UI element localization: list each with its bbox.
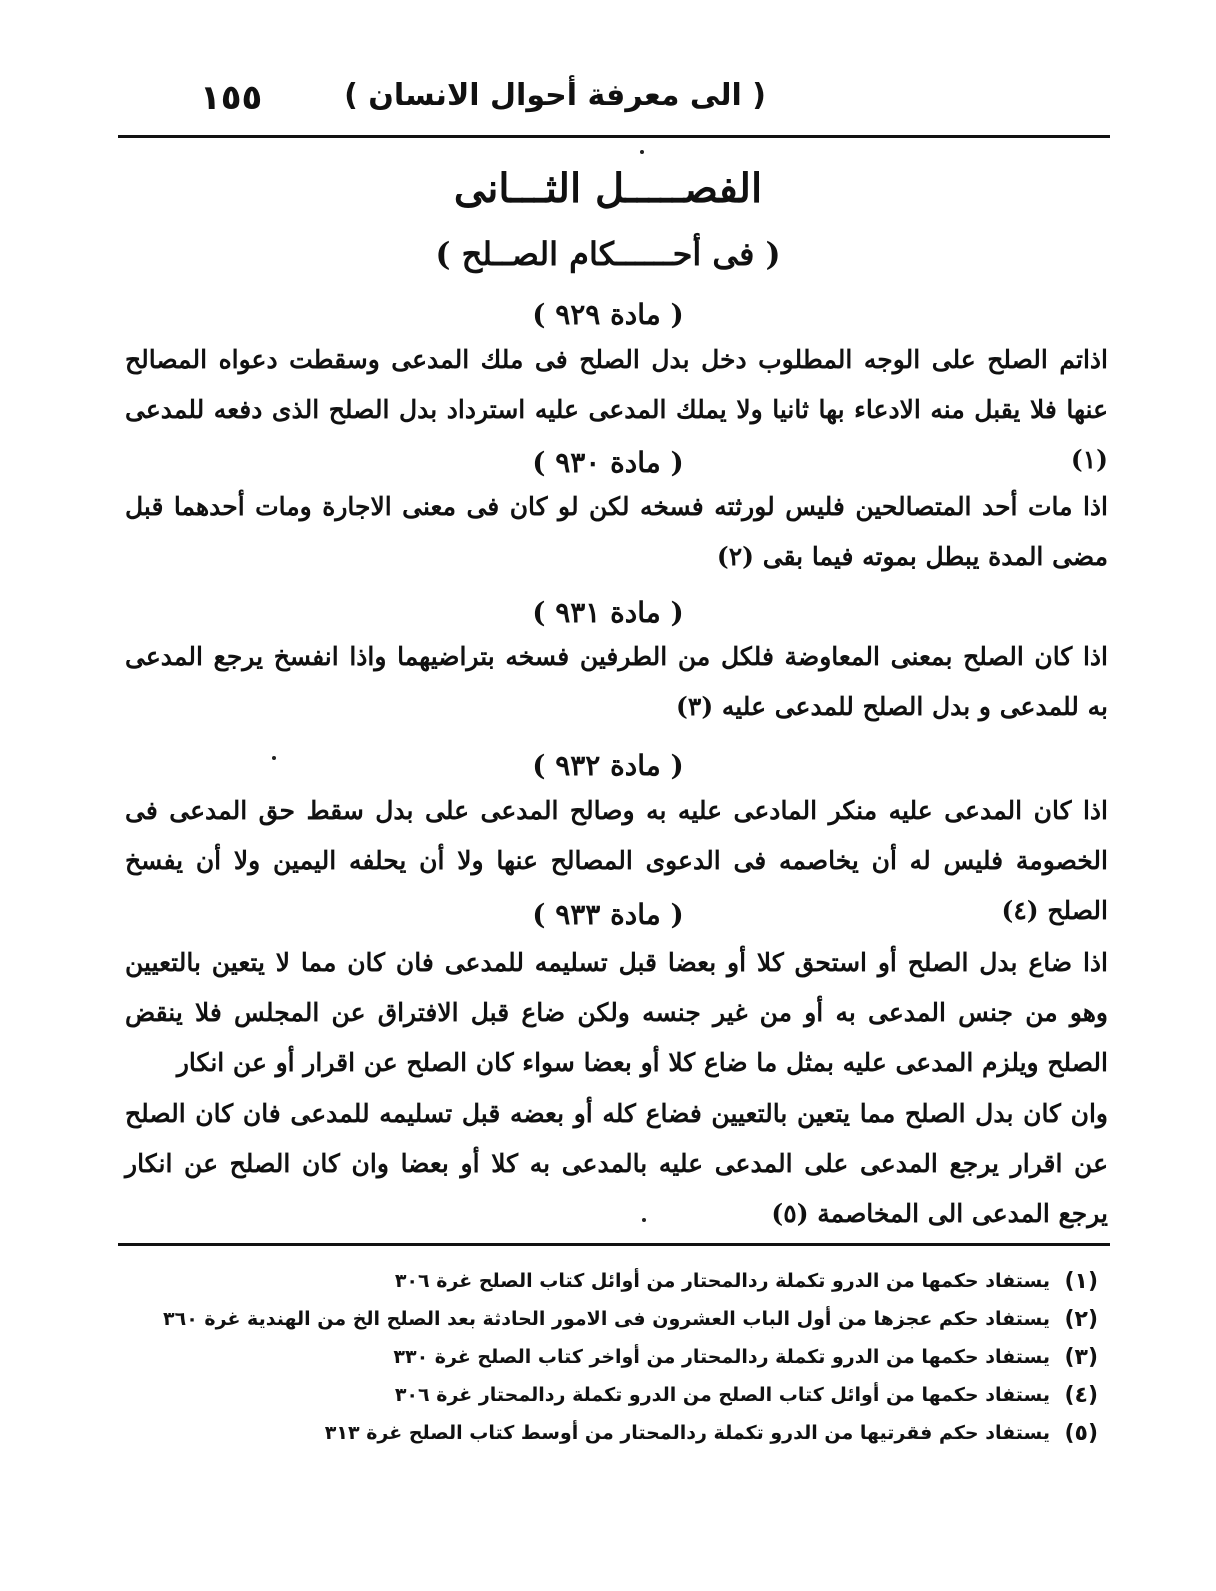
footnote-text: يستفاد حكمها من الدرو تكملة ردالمحتار من أوائل كتاب الصلح غرة ٣٠٦ — [394, 1270, 1050, 1292]
article-title: ( مادة ٩٢٩ ) — [532, 298, 684, 331]
article-text: اذاتم الصلح على الوجه المطلوب دخل بدل الصلح فى ملك المدعى وسقطت دعواه المصالح عنها فلا يقبل منه الادعاء بها ثانيا ولا يملك المدعى عليه استرداد بدل الصلح الذى دفعه للمدعى (١) — [125, 345, 1108, 474]
footnote-divider — [118, 1243, 1110, 1246]
chapter-subtitle: ( فى أحــــــكام الصــلح ) — [435, 235, 781, 273]
footnote-text: يستفاد حكم عجزها من أول الباب العشرون فى الامور الحادثة بعد الصلح الخ من الهندية غرة ٣٦٠ — [163, 1308, 1050, 1330]
article-text: اذا مات أحد المتصالحين فليس لورثته فسخه لكن لو كان فى معنى الاجارة ومات أحدهما قبل مضى المدة يبطل بموته فيما بقى (٢) — [125, 492, 1108, 571]
article-text: اذا كان الصلح بمعنى المعاوضة فلكل من الطرفين فسخه بتراضيهما واذا انفسخ يرجع المدعى به للمدعى و بدل الصلح للمدعى عليه (٣) — [125, 642, 1108, 721]
scan-speck — [642, 1218, 646, 1222]
footnote-number: (٣) — [1064, 1344, 1098, 1370]
footnote-text: يستفاد حكم فقرتيها من الدرو تكملة ردالمحتار من أوسط كتاب الصلح غرة ٣١٣ — [324, 1422, 1050, 1444]
footnote-number: (٤) — [1064, 1382, 1098, 1408]
footnote-number: (١) — [1064, 1268, 1098, 1294]
footnote — [150, 1338, 1098, 1376]
article-title: ( مادة ٩٣٠ ) — [532, 446, 684, 479]
footnote-text: يستفاد حكمها من الدرو تكملة ردالمحتار من أواخر كتاب الصلح غرة ٣٣٠ — [393, 1346, 1050, 1368]
footnote-number: (٢) — [1064, 1306, 1098, 1332]
footnote — [150, 1262, 1098, 1300]
page-number: ١٥٥ — [200, 78, 263, 118]
footnote-text: يستفاد حكمها من أوائل كتاب الصلح من الدرو تكملة ردالمحتار غرة ٣٠٦ — [394, 1384, 1050, 1406]
scan-speck — [272, 756, 276, 760]
footnote — [150, 1300, 1098, 1338]
page-header — [120, 78, 1106, 128]
footnotes — [150, 1262, 1098, 1452]
article-text: اذا ضاع بدل الصلح أو استحق كلا أو بعضا قبل تسليمه للمدعى فان كان مما لا يتعين بالتعيين وهو من جنس المدعى به أو من غير جنسه ولكن ضاع قبل الافتراق عن المجلس فلا ينقض الصلح ويلزم المدعى عليه بمثل ما ضاع كلا أو بعضا سواء كان الصلح عن اقرار أو عن انكار — [125, 948, 1108, 1077]
running-title: ( الى معرفة أحوال الانسان ) — [344, 78, 766, 113]
footnote — [150, 1376, 1098, 1414]
header-divider — [118, 135, 1110, 138]
chapter-title: الفصـــــل الثـــانى — [453, 165, 763, 212]
footnote — [150, 1414, 1098, 1452]
article-title: ( مادة ٩٣١ ) — [532, 596, 684, 629]
article-title: ( مادة ٩٣٢ ) — [532, 749, 684, 782]
article-text-continued: وان كان بدل الصلح مما يتعين بالتعيين فضاع كله أو بعضه قبل تسليمه للمدعى فان كان الصلح عن اقرار يرجع المدعى على المدعى عليه بالمدعى به كلا أو بعضا وان كان الصلح عن انكار يرجع المدعى الى المخاصمة (٥) — [125, 1099, 1108, 1228]
article-text: اذا كان المدعى عليه منكر المادعى عليه به وصالح المدعى على بدل سقط حق المدعى فى الخصومة فليس له أن يخاصمه فى الدعوى المصالح عنها ولا أن يحلفه اليمين ولا أن يفسخ الصلح (٤) — [125, 796, 1108, 925]
article-title: ( مادة ٩٣٣ ) — [532, 898, 684, 931]
scan-speck — [640, 150, 644, 154]
footnote-number: (٥) — [1064, 1420, 1098, 1446]
